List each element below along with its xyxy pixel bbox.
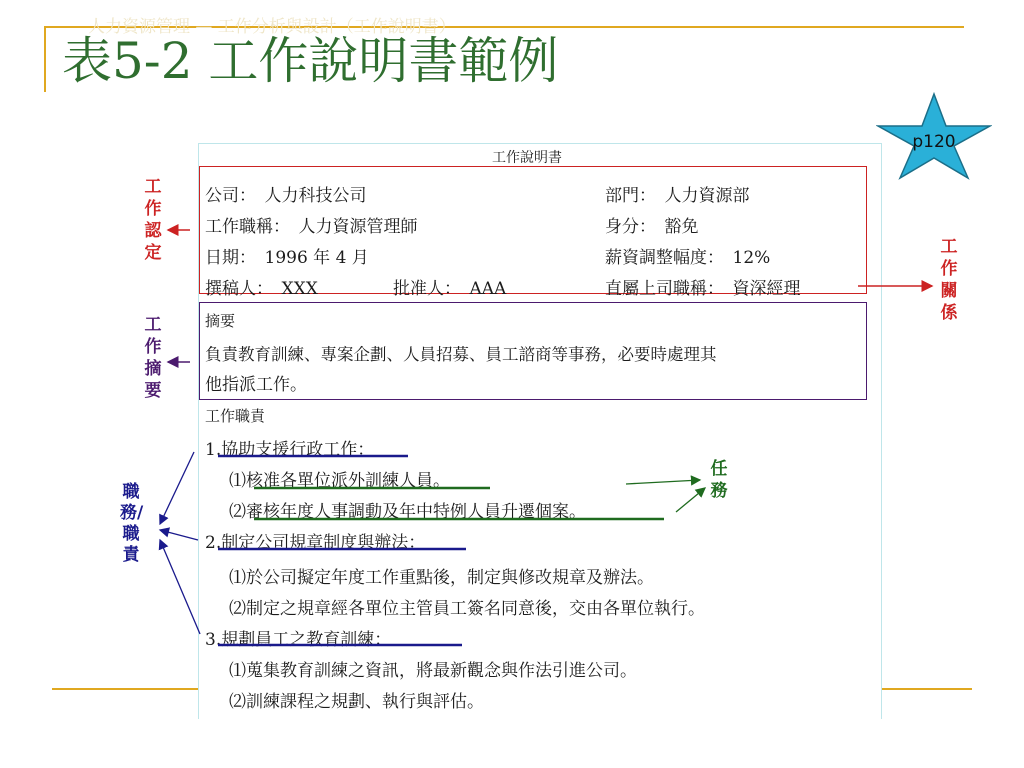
approver-line: 批准人： AAA: [393, 279, 507, 299]
slide-title: 表5-2 工作說明書範例: [62, 32, 559, 90]
author-line: 撰稿人： XXX: [205, 279, 318, 299]
arrow-duty-1: [160, 452, 194, 524]
department-line: 部門： 人力資源部: [605, 186, 750, 206]
company-line: 公司： 人力科技公司: [205, 186, 367, 206]
task-1b: ⑵審核年度人事調動及年中特例人員升遷個案。: [229, 502, 586, 522]
label-tasks: 任務: [710, 459, 728, 501]
duty-2: 2.制定公司規章制度與辦法：: [205, 533, 426, 553]
label-job-relations: 工作關係: [940, 237, 958, 323]
summary-line-1: 負責教育訓練、專案企劃、人員招募、員工諮商等事務，必要時處理其: [205, 345, 717, 364]
supervisor-line: 直屬上司職稱： 資深經理: [605, 279, 801, 299]
arrow-duty-3: [160, 540, 200, 634]
status-line: 身分： 豁免: [605, 217, 699, 237]
arrow-duty-2: [160, 530, 198, 540]
summary-line-2: 他指派工作。: [205, 375, 307, 395]
summary-heading: 摘要: [205, 312, 236, 330]
task-1a: ⑴核准各單位派外訓練人員。: [229, 471, 450, 491]
page-reference: p120: [912, 132, 956, 152]
bottom-left-accent-line: [52, 688, 198, 690]
salary-line: 薪資調整幅度： 12%: [605, 248, 771, 268]
date-line: 日期： 1996 年 4 月: [205, 248, 369, 268]
job-title-line: 工作職稱： 人力資源管理師: [205, 217, 418, 237]
bottom-right-accent-line: [882, 688, 972, 690]
task-2b: ⑵制定之規章經各單位主管員工簽名同意後，交由各單位執行。: [229, 599, 705, 619]
duties-heading: 工作職責: [205, 407, 266, 425]
label-duties: 職務/職責: [120, 482, 144, 565]
duty-1: 1.協助支援行政工作：: [205, 440, 375, 460]
faded-header: 人力資源管理 — 工作分析與設計（工作說明書）: [88, 17, 456, 37]
task-3a: ⑴蒐集教育訓練之資訊，將最新觀念與作法引進公司。: [229, 661, 637, 681]
label-job-identification: 工作認定: [144, 177, 162, 263]
task-3b: ⑵訓練課程之規劃、執行與評估。: [229, 692, 484, 712]
label-job-summary: 工作摘要: [144, 315, 162, 401]
duty-3: 3.規劃員工之教育訓練：: [205, 630, 392, 650]
document-title: 工作說明書: [492, 150, 562, 166]
left-accent-line: [44, 26, 46, 92]
task-2a: ⑴於公司擬定年度工作重點後，制定與修改規章及辦法。: [229, 568, 654, 588]
